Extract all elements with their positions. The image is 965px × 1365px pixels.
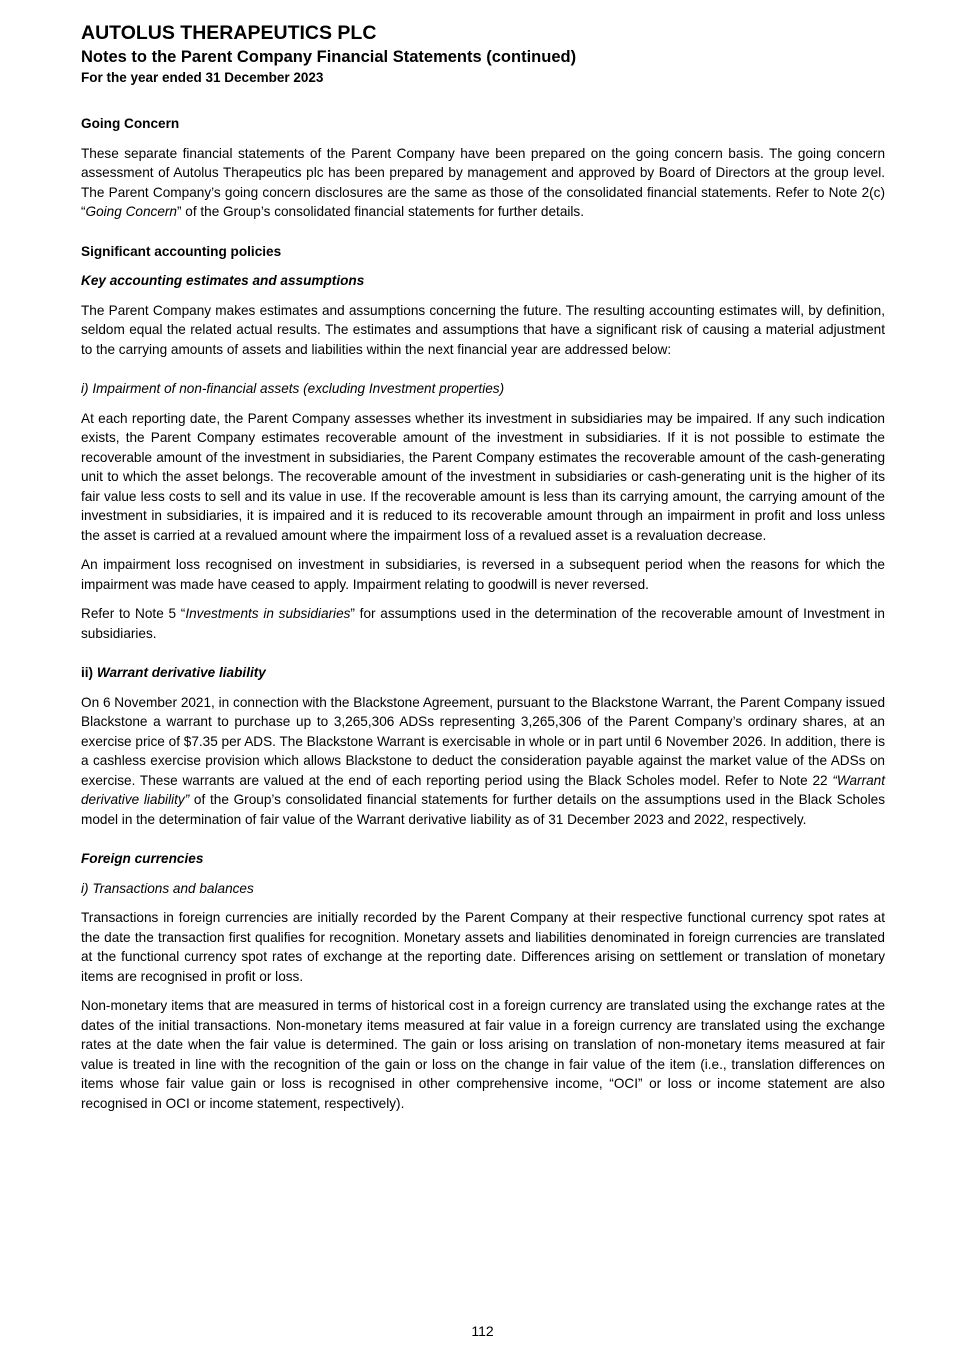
text-run-italic: “Warrant derivative liability” — [81, 772, 885, 807]
text-run: ” for assumptions used in the determination of the recoverable amount of Investment in subsidiaries. — [81, 606, 885, 641]
key-estimates-heading: Key accounting estimates and assumptions — [81, 273, 365, 288]
text-run-italic: Warrant derivative liability — [96, 665, 266, 680]
text-run-italic: Going Concern — [85, 204, 177, 219]
period-subtitle: For the year ended 31 December 2023 — [81, 70, 324, 85]
text-run: Refer to Note 5 “ — [81, 606, 186, 621]
policies-heading: Significant accounting policies — [81, 243, 282, 259]
document-body — [81, 114, 885, 1123]
going-concern-heading: Going Concern — [81, 116, 180, 131]
foreign-paragraph-1: Transactions in foreign currencies are initially recorded by the Parent Company at their respective functional currency spot rates at the date the transaction first qualifies for recognition. Monetary assets and liabilities denominated in foreign currencies are translated at the functional currency spot rates of exchange at the reporting date. Differences arising on settlement or translation of monetary items are recognised in profit or loss. — [81, 910, 885, 984]
impairment-paragraph-1: At each reporting date, the Parent Company assesses whether its investment in subsidiaries may be impaired. If any such indication exists, the Parent Company estimates recoverable amount of the investment in subsidiaries. If it is not possible to estimate the recoverable amount of the investment in subsidiaries, the Parent Company estimates the recoverable amount of the cash-generating unit to which the asset belongs. The recoverable amount of the investment in subsidiaries or cash-generating unit is the higher of its fair value less costs to sell and its value in use. If the recoverable amount is less than its carrying amount, the carrying amount of the investment in subsidiaries, it is impaired and it is reduced to its recoverable amount through an impairment in profit and loss unless the asset is carried at a revalued amount where the impairment loss of a revalued asset is a revaluation decrease. — [81, 410, 885, 543]
foreign-currencies-heading: Foreign currencies — [81, 851, 204, 866]
key-estimates-paragraph: The Parent Company makes estimates and assumptions concerning the future. The resulting accounting estimates will, by definition, seldom equal the related actual results. The estimates and assumptions that have a significant risk of causing a material adjustment to the carrying amounts of assets and liabilities within the next financial year are addressed below: — [81, 302, 885, 357]
text-run: of the Group’s consolidated financial statements for further details on the assumptions used in the Black Scholes model in the determination of fair value of the Warrant derivative liability as of 31 December 2023 and 2022, respectively. — [81, 792, 885, 827]
impairment-paragraph-2: An impairment loss recognised on investment in subsidiaries, is reversed in a subsequent period when the reasons for which the impairment was made have ceased to apply. Impairment relating to goodwill is never reversed. — [81, 557, 885, 592]
text-run: ii) — [81, 665, 97, 680]
foreign-paragraph-2: Non-monetary items that are measured in terms of historical cost in a foreign currency are translated using the exchange rates at the dates of the initial transactions. Non-monetary items measured at fair value in a foreign currency are translated using the exchange rates at the date when the fair value is determined. The gain or loss arising on translation of non-monetary items measured at fair value is treated in line with the recognition of the gain or loss on the change in fair value of the item (i.e., translation differences on items whose fair value gain or loss is recognised in other comprehensive income, “OCI” or loss or income statement are also recognised in OCI or income statement, respectively). — [81, 998, 885, 1111]
text-run: These separate financial statements of the Parent Company have been prepared on the going concern basis. The going concern assessment of Autolus Therapeutics plc has been prepared by management and approved by Board of Directors at the group level. The Parent Company’s going concern disclosures are the same as those of the consolidated financial statements. Refer to Note 2(c) “ — [81, 145, 885, 219]
going-concern-paragraph — [81, 144, 885, 222]
impairment-heading: i) Impairment of non-financial assets (excluding Investment properties) — [81, 381, 505, 396]
notes-title: Notes to the Parent Company Financial Statements (continued) — [81, 48, 577, 66]
company-name: AUTOLUS THERAPEUTICS PLC — [81, 22, 377, 44]
warrant-heading — [81, 663, 885, 683]
text-run: ” of the Group’s consolidated financial statements for further details. — [176, 204, 584, 219]
impairment-paragraph-3 — [81, 604, 885, 643]
page-header — [81, 20, 885, 88]
transactions-heading: i) Transactions and balances — [81, 880, 254, 896]
text-run-italic: Investments in subsidiaries — [185, 606, 351, 621]
page-number: 112 — [471, 1323, 494, 1339]
warrant-paragraph — [81, 693, 885, 830]
text-run: On 6 November 2021, in connection with the Blackstone Agreement, pursuant to the Blackstone Warrant, the Parent Company issued Blackstone a warrant to purchase up to 3,265,306 ADSs representing 3,265,306 of the Parent Company’s ordinary shares, at an exercise price of $7.35 per ADS. The Blackstone Warrant is exercisable in whole or in part until 6 November 2026. In addition, there is a cashless exercise provision which allows Blackstone to deduct the consideration payable against the market value of the ADSs on exercise. These warrants are valued at the end of each reporting period using the Black Scholes model. Refer to Note 22 — [81, 694, 885, 788]
